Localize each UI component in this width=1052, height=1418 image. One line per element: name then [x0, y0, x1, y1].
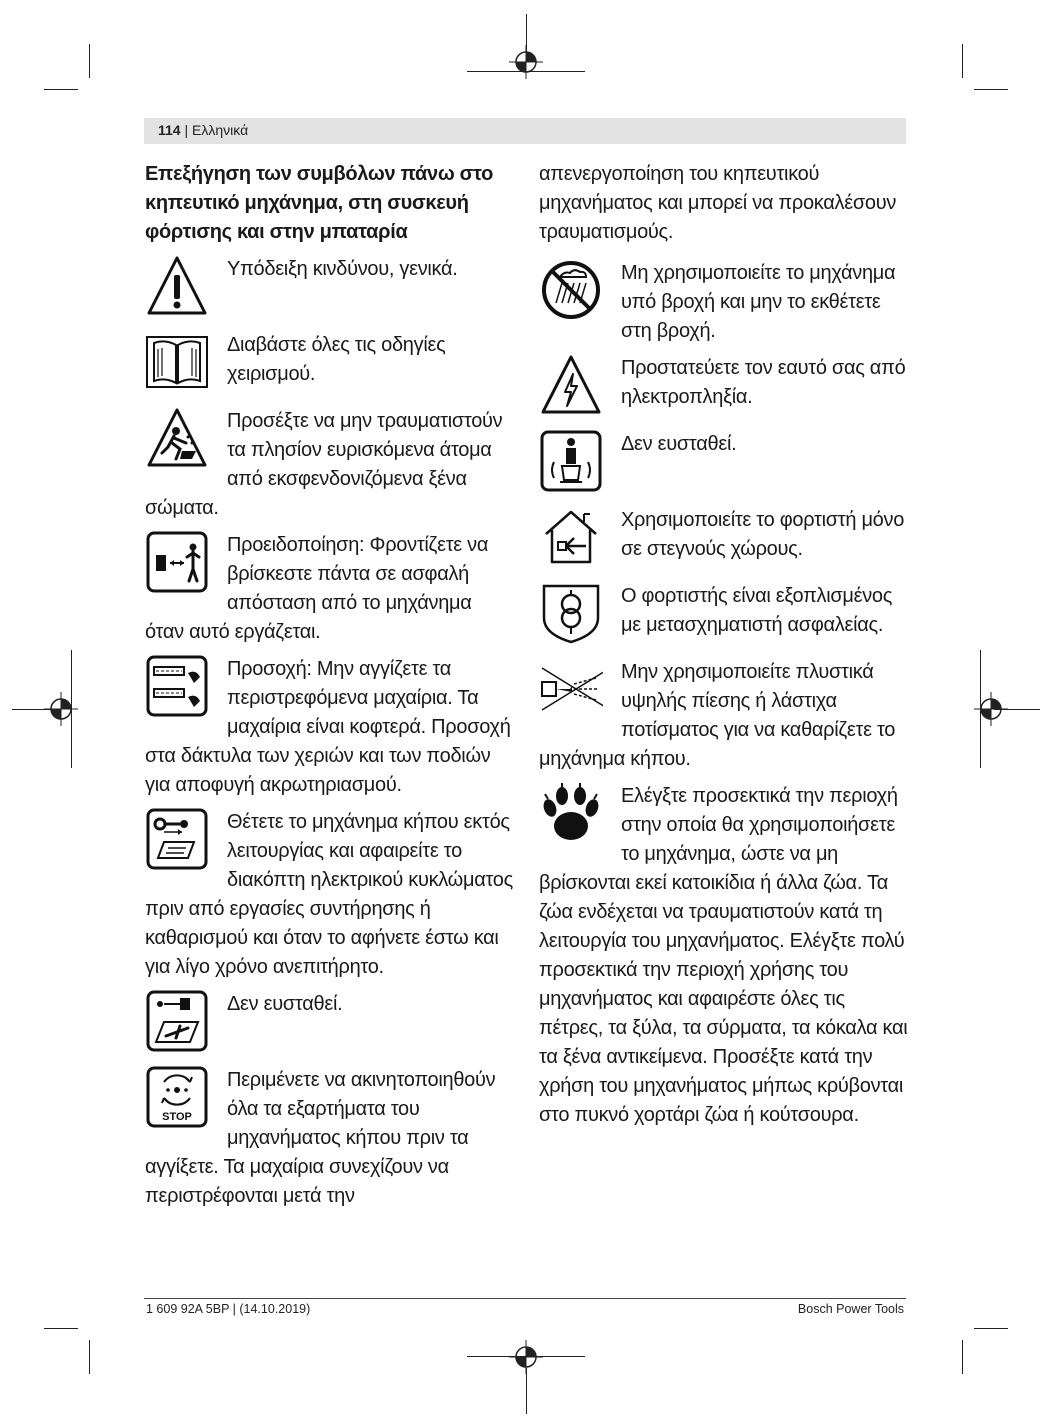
thrown-objects-icon	[145, 407, 209, 471]
read-manual-icon	[145, 331, 209, 395]
maintenance-icon	[145, 990, 209, 1054]
crop-mark	[974, 1328, 1008, 1329]
header-bar	[144, 118, 906, 144]
rotating-blades-icon	[145, 655, 209, 719]
footer-rule	[144, 1298, 906, 1299]
warning-triangle-icon	[145, 255, 209, 319]
animal-paw-icon	[539, 782, 603, 846]
symbol-text: Θέτετε το μηχάνημα κήπου εκτός λειτουργίας και αφαιρείτε το διακόπτη ηλεκτρικού κυκλώματος πριν από εργασίες συντήρησης ή καθαρισμού και όταν το αφήνετε έστω και για λίγο χρόνο ανεπιτήρητο.	[145, 811, 513, 978]
remove-key-icon	[145, 808, 209, 872]
crop-mark	[974, 89, 1008, 90]
symbol-item	[145, 531, 515, 647]
symbol-text: Δεν ευσταθεί.	[621, 433, 737, 455]
symbol-text: Υπόδειξη κινδύνου, γενικά.	[227, 258, 458, 280]
symbol-item	[145, 331, 515, 399]
symbol-item	[145, 808, 515, 982]
symbol-item	[539, 506, 909, 574]
symbol-text: Προειδοποίηση: Φροντίζετε να βρίσκεστε πάντα σε ασφαλή απόσταση από το μηχάνημα όταν αυτό εργάζεται.	[145, 534, 489, 643]
footer-brand: Bosch Power Tools	[797, 1302, 904, 1316]
indoor-use-icon	[539, 506, 603, 570]
operator-icon	[539, 430, 603, 494]
registration-mark-icon	[509, 45, 543, 79]
symbol-item	[539, 259, 909, 346]
crop-mark	[44, 89, 78, 90]
crop-mark	[44, 1328, 78, 1329]
crop-mark	[89, 1340, 90, 1374]
symbol-item	[145, 407, 515, 523]
registration-mark-icon	[509, 1340, 543, 1374]
symbol-item	[539, 582, 909, 650]
no-pressure-washer-icon	[539, 658, 603, 722]
crop-mark	[962, 1340, 963, 1374]
symbol-text: Χρησιμοποιείτε το φορτιστή μόνο σε στεγνούς χώρους.	[621, 509, 905, 560]
section-title: Επεξήγηση των συμβόλων πάνω στο κηπευτικό μηχάνημα, στη συσκευή φόρτισης και στην μπαταρία	[145, 163, 494, 243]
symbol-text: Προσοχή: Μην αγγίζετε τα περιστρεφόμενα μαχαίρια. Τα μαχαίρια είναι κοφτερά. Προσοχή στα δάκτυλα των χεριών και των ποδιών για αποφυγή ακρωτηριασμού.	[145, 658, 511, 796]
stop-rotation-icon	[145, 1066, 209, 1130]
page-header	[158, 122, 248, 138]
right-column	[539, 160, 909, 1138]
symbol-item	[539, 782, 909, 1130]
page-number: 114	[158, 122, 181, 138]
symbol-item	[145, 255, 515, 323]
crop-mark	[962, 44, 963, 78]
header-language: Ελληνικά	[192, 122, 249, 138]
electric-shock-icon	[539, 354, 603, 418]
header-separator: |	[180, 122, 193, 138]
registration-mark-icon	[44, 692, 78, 726]
symbol-item	[145, 990, 515, 1058]
continued-paragraph: απενεργοποίηση του κηπευτικού μηχανήματος και μπορεί να προκαλέσουν τραυματισμούς.	[539, 163, 897, 243]
symbol-text: Διαβάστε όλες τις οδηγίες χειρισμού.	[227, 334, 446, 385]
registration-mark-icon	[974, 692, 1008, 726]
symbol-text: Μην χρησιμοποιείτε πλυστικά υψηλής πίεσης ή λάστιχα ποτίσματος για να καθαρίζετε το μηχάνημα κήπου.	[539, 661, 896, 770]
symbol-item	[539, 430, 909, 498]
left-column	[145, 160, 515, 1219]
symbol-item	[145, 1066, 515, 1211]
crop-mark	[89, 44, 90, 78]
svg-text:STOP: STOP	[162, 1111, 192, 1123]
footer-doc-code: 1 609 92A 5BP | (14.10.2019)	[146, 1302, 311, 1316]
safe-distance-icon	[145, 531, 209, 595]
no-rain-icon	[539, 259, 603, 323]
symbol-text: Προστατεύετε τον εαυτό σας από ηλεκτροπληξία.	[621, 357, 906, 408]
symbol-item	[145, 655, 515, 800]
symbol-text: Ελέγξτε προσεκτικά την περιοχή στην οποία θα χρησιμοποιήσετε το μηχάνημα, ώστε να μη βρίσκονται εκεί κατοικίδια ή άλλα ζώα. Τα ζώα ενδέχεται να τραυματιστούν κατά τη λειτουργία του μηχανήματος. Ελέγξτε πολύ προσεκτικά την περιοχή χρήσης του μηχανήματος και αφαιρέστε όλες τις πέτρες, τα ξύλα, τα σύρματα, τα κόκαλα και τα ξένα αντικείμενα. Προσέξτε κατά την χρήση του μηχανήματος μήπως κρύβονται στο πυκνό χορτάρι ζώα ή κούτσουρα.	[539, 785, 908, 1126]
symbol-text: Μη χρησιμοποιείτε το μηχάνημα υπό βροχή και μην το εκθέτετε στη βροχή.	[621, 262, 896, 342]
symbol-text: Δεν ευσταθεί.	[227, 993, 343, 1015]
symbol-text: Ο φορτιστής είναι εξοπλισμένος με μετασχηματιστή ασφαλείας.	[621, 585, 893, 636]
safety-transformer-icon	[539, 582, 603, 646]
symbol-text: Προσέξτε να μην τραυματιστούν τα πλησίον ευρισκόμενα άτομα από εκσφενδονιζόμενα ξένα σώματα.	[145, 410, 503, 519]
crop-mark	[526, 1368, 527, 1414]
symbol-text: Περιμένετε να ακινητοποιηθούν όλα τα εξαρτήματα του μηχανήματος κήπου πριν τα αγγίξετε. Τα μαχαίρια συνεχίζουν να περιστρέφονται μετά την	[145, 1069, 496, 1207]
symbol-item	[539, 354, 909, 422]
symbol-item	[539, 658, 909, 774]
